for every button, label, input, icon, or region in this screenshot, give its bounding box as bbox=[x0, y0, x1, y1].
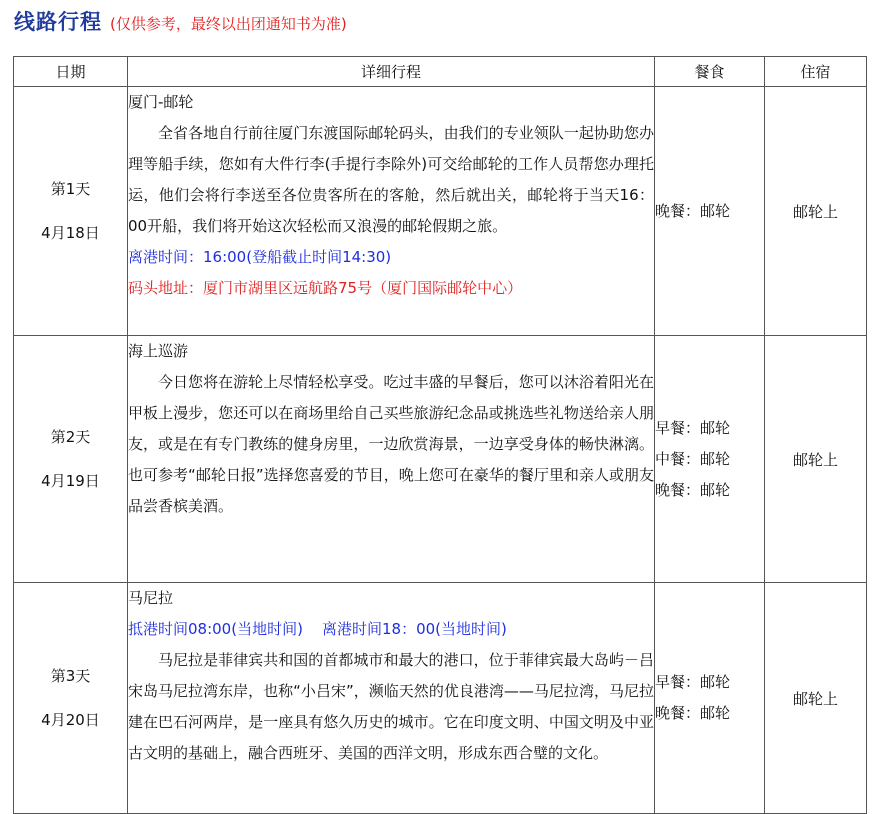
day-cell bbox=[14, 87, 128, 336]
meal-item: 晚餐：邮轮 bbox=[655, 480, 731, 499]
terminal-address: 码头地址：厦门市湖里区远航路75号（厦门国际邮轮中心） bbox=[128, 279, 523, 297]
day-label: 第3天 bbox=[50, 667, 91, 685]
port-times: 抵港时间08:00(当地时间) 离港时间18：00(当地时间) bbox=[128, 620, 507, 638]
day-title: 海上巡游 bbox=[128, 342, 189, 360]
header-meal: 餐食 bbox=[655, 57, 765, 87]
itinerary-table bbox=[13, 56, 867, 814]
date-label: 4月19日 bbox=[41, 472, 100, 490]
day-label: 第1天 bbox=[50, 180, 91, 198]
header-date: 日期 bbox=[14, 57, 128, 87]
table-header-row bbox=[14, 57, 867, 87]
meal-item: 早餐：邮轮 bbox=[655, 418, 731, 437]
header-stay: 住宿 bbox=[765, 57, 867, 87]
detail-cell bbox=[128, 87, 655, 336]
detail-cell bbox=[128, 336, 655, 583]
page-header bbox=[14, 6, 347, 40]
header-detail: 详细行程 bbox=[128, 57, 655, 87]
day-cell bbox=[14, 336, 128, 583]
detail-cell bbox=[128, 583, 655, 814]
departure-time: 离港时间：16:00(登船截止时间14:30) bbox=[128, 248, 392, 266]
meal-item: 晚餐：邮轮 bbox=[655, 704, 731, 722]
meal-cell bbox=[655, 336, 765, 583]
meal-item: 中餐：邮轮 bbox=[655, 449, 731, 468]
date-label: 4月18日 bbox=[41, 224, 100, 242]
day-description: 全省各地自行前往厦门东渡国际邮轮码头，由我们的专业领队一起协助您办理等船手续，您如有大件行李(手提行李除外)可交给邮轮的工作人员帮您办理托运，他们会将行李送至各位贵客所在的客舱，然后就出关，邮轮将于当天16：00开船，我们将开始这次轻松而又浪漫的邮轮假期之旅。 bbox=[128, 124, 654, 235]
day-description: 今日您将在游轮上尽情轻松享受。吃过丰盛的早餐后，您可以沐浴着阳光在甲板上漫步，您还可以在商场里给自己买些旅游纪念品或挑选些礼物送给亲人朋友，或是在有专门教练的健身房里，一边欣赏海景，一边享受身体的畅快淋漓。也可参考“邮轮日报”选择您喜爱的节目，晚上您可在豪华的餐厅里和亲人或朋友品尝香槟美酒。 bbox=[128, 373, 654, 515]
stay-cell: 邮轮上 bbox=[765, 87, 867, 336]
table-row bbox=[14, 583, 867, 814]
day-description: 马尼拉是菲律宾共和国的首都城市和最大的港口，位于菲律宾最大岛屿－吕宋岛马尼拉湾东岸，也称“小吕宋”，濒临天然的优良港湾——马尼拉湾，马尼拉建在巴石河两岸，是一座具有悠久历史的城市。它在印度文明、中国文明及中亚古文明的基础上，融合西班牙、美国的西洋文明，形成东西合璧的文化。 bbox=[128, 651, 654, 762]
day-title: 厦门-邮轮 bbox=[128, 93, 194, 111]
meal-cell bbox=[655, 583, 765, 814]
page-subtitle: (仅供参考，最终以出团通知书为准) bbox=[110, 15, 347, 33]
date-label: 4月20日 bbox=[41, 711, 100, 729]
day-label: 第2天 bbox=[50, 428, 91, 446]
day-title: 马尼拉 bbox=[128, 589, 174, 607]
stay-cell: 邮轮上 bbox=[765, 583, 867, 814]
table-row bbox=[14, 87, 867, 336]
day-cell bbox=[14, 583, 128, 814]
meal-item: 早餐：邮轮 bbox=[655, 673, 731, 691]
page-title: 线路行程 bbox=[14, 10, 102, 34]
stay-cell: 邮轮上 bbox=[765, 336, 867, 583]
meal-cell bbox=[655, 87, 765, 336]
meal-item: 晚餐：邮轮 bbox=[655, 201, 731, 220]
table-row bbox=[14, 336, 867, 583]
